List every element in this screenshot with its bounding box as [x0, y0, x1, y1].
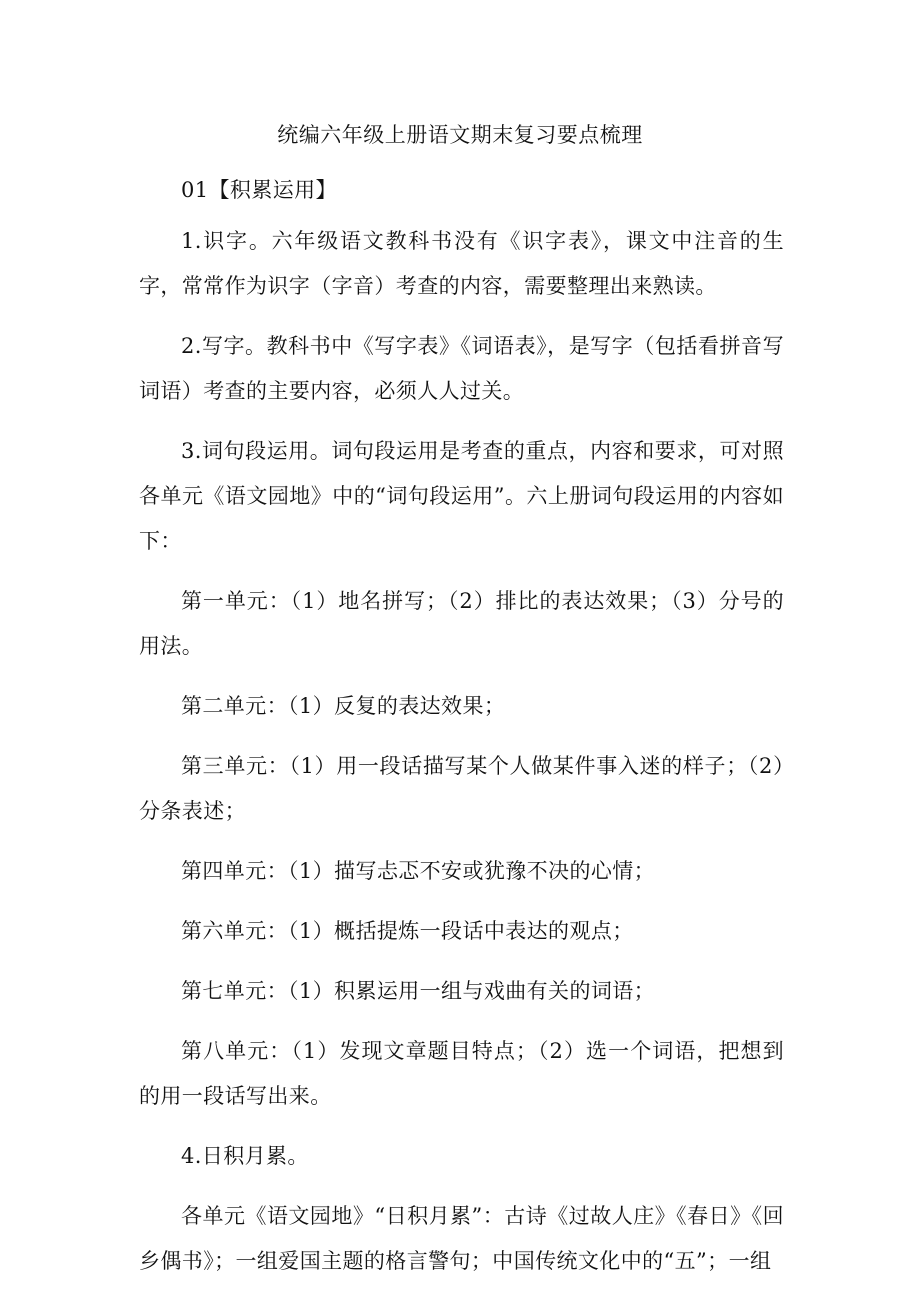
paragraph-unit-3: 第三单元：（1）用一段话描写某个人做某件事入迷的样子；（2）分条表述；: [139, 754, 784, 823]
paragraph-unit-6: 第六单元：（1）概括提炼一段话中表达的观点；: [181, 919, 634, 943]
document-body: [139, 168, 784, 1299]
paragraph-word-sentence-usage: 3.词句段运用。词句段运用是考查的重点，内容和要求，可对照各单元《语文园地》中的“词句段运用”。六上册词句段运用的内容如下：: [139, 439, 784, 553]
paragraph-unit-8: 第八单元：（1）发现文章题目特点；（2）选一个词语，把想到的用一段话写出来。: [139, 1039, 784, 1108]
paragraph-unit-1: 第一单元：（1）地名拼写；（2）排比的表达效果；（3）分号的用法。: [139, 589, 784, 658]
document-title: 统编六年级上册语文期末复习要点梳理: [277, 123, 643, 147]
paragraph-daily-accumulation-detail: 各单元《语文园地》“日积月累”：古诗《过故人庄》《春日》《回乡偶书》；一组爱国主题的格言警句；中国传统文化中的“五”；一组: [139, 1204, 784, 1273]
paragraph-unit-7: 第七单元：（1）积累运用一组与戏曲有关的词语；: [181, 979, 656, 1003]
paragraph-daily-accumulation: 4.日积月累。: [181, 1144, 309, 1168]
paragraph-literacy: 1.识字。六年级语文教科书没有《识字表》，课文中注音的生字，常常作为识字（字音）考查的内容，需要整理出来熟读。: [139, 229, 784, 298]
paragraph-writing: 2.写字。教科书中《写字表》《词语表》，是写字（包括看拼音写词语）考查的主要内容，必须人人过关。: [139, 334, 784, 403]
section-heading: 01【积累运用】: [181, 178, 337, 202]
paragraph-unit-2: 第二单元：（1）反复的表达效果；: [181, 694, 506, 718]
paragraph-unit-4: 第四单元：（1）描写忐忑不安或犹豫不决的心情；: [181, 859, 656, 883]
